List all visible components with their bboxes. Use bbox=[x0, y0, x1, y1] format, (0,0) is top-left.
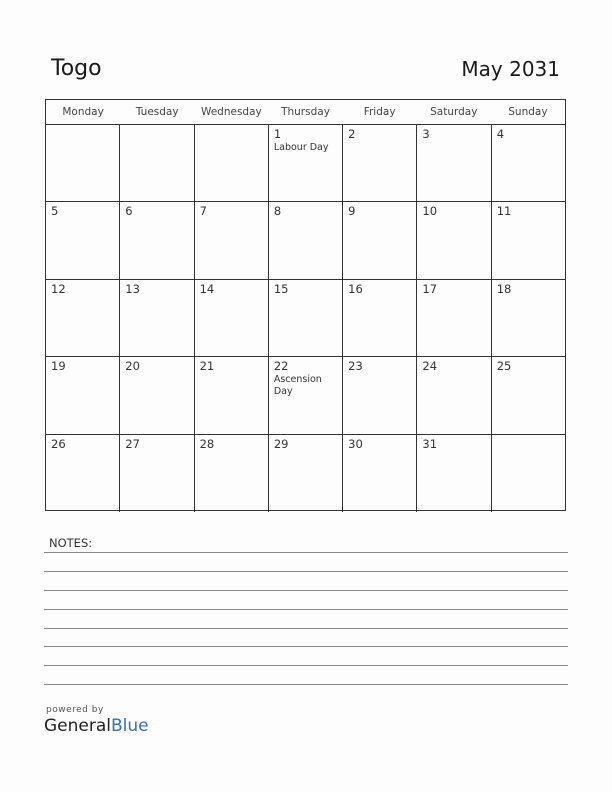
day-cell bbox=[120, 202, 194, 278]
day-cell bbox=[120, 357, 194, 433]
weekday-header: Wednesday bbox=[200, 106, 262, 118]
day-cell bbox=[269, 435, 343, 512]
day-cell bbox=[46, 202, 120, 278]
day-number: 3 bbox=[422, 127, 430, 141]
day-cell bbox=[343, 435, 417, 512]
day-cell bbox=[269, 202, 343, 278]
day-cell bbox=[492, 280, 565, 356]
weekday-header-row bbox=[46, 100, 565, 125]
day-number: 22 bbox=[273, 359, 289, 374]
day-number: 2 bbox=[348, 127, 356, 141]
day-number: 12 bbox=[51, 281, 66, 296]
day-cell bbox=[417, 125, 491, 201]
note-line bbox=[44, 590, 568, 591]
week-row bbox=[46, 357, 565, 434]
brand-logo bbox=[44, 716, 149, 736]
day-cell bbox=[492, 357, 565, 433]
weekday-header: Sunday bbox=[508, 106, 548, 118]
week-row bbox=[46, 125, 565, 202]
day-cell bbox=[343, 202, 417, 278]
day-cell bbox=[195, 435, 269, 512]
day-number: 30 bbox=[348, 436, 363, 451]
day-cell bbox=[46, 435, 120, 512]
day-number: 5 bbox=[51, 204, 59, 219]
notes-label: NOTES: bbox=[49, 536, 93, 550]
day-cell bbox=[46, 280, 120, 356]
note-line bbox=[44, 571, 568, 572]
day-number: 16 bbox=[348, 281, 363, 296]
day-cell bbox=[120, 435, 194, 512]
weekday-header: Friday bbox=[363, 106, 396, 118]
day-number: 14 bbox=[199, 281, 215, 296]
brand-general: General bbox=[44, 716, 111, 736]
week-row bbox=[46, 435, 565, 512]
day-cell bbox=[492, 125, 565, 201]
day-cell bbox=[492, 435, 565, 512]
day-cell bbox=[195, 280, 269, 356]
note-line bbox=[44, 665, 568, 666]
week-row bbox=[46, 280, 565, 357]
day-number: 23 bbox=[348, 359, 363, 374]
brand-blue: Blue bbox=[111, 716, 149, 736]
day-number: 9 bbox=[348, 204, 356, 219]
day-cell bbox=[46, 125, 120, 201]
holiday-label: Labour Day bbox=[273, 142, 329, 153]
note-line bbox=[44, 646, 568, 647]
day-cell bbox=[492, 202, 565, 278]
note-line bbox=[44, 609, 568, 610]
day-number: 11 bbox=[496, 204, 512, 219]
day-number: 8 bbox=[273, 204, 282, 219]
day-cell bbox=[195, 202, 269, 278]
calendar-grid bbox=[45, 99, 566, 511]
day-number: 29 bbox=[273, 436, 289, 451]
day-number: 28 bbox=[199, 436, 215, 451]
day-cell bbox=[195, 357, 269, 433]
day-cell bbox=[120, 280, 194, 356]
day-number: 15 bbox=[273, 281, 289, 296]
holiday-label: Ascension Day bbox=[273, 374, 322, 398]
day-cell bbox=[417, 280, 491, 356]
day-number: 1 bbox=[273, 127, 282, 141]
country-title: Togo bbox=[51, 56, 102, 81]
day-cell bbox=[120, 125, 194, 201]
day-cell bbox=[343, 125, 417, 201]
day-number: 24 bbox=[422, 359, 438, 374]
day-number: 27 bbox=[125, 436, 140, 451]
day-cell bbox=[417, 202, 491, 278]
day-number: 26 bbox=[51, 436, 66, 451]
weekday-header: Monday bbox=[62, 106, 104, 118]
day-number: 4 bbox=[496, 127, 505, 141]
day-number: 18 bbox=[496, 281, 512, 296]
day-number: 31 bbox=[422, 436, 438, 451]
day-number: 17 bbox=[422, 281, 438, 296]
day-number: 6 bbox=[125, 204, 133, 219]
note-line bbox=[44, 552, 568, 553]
month-year-title: May 2031 bbox=[461, 57, 560, 81]
weekday-header: Tuesday bbox=[135, 106, 179, 118]
day-number: 13 bbox=[125, 281, 140, 296]
day-cell bbox=[417, 435, 491, 512]
day-cell bbox=[269, 280, 343, 356]
day-cell bbox=[269, 357, 343, 433]
day-number: 10 bbox=[422, 204, 438, 219]
day-number: 19 bbox=[51, 359, 66, 374]
day-cell bbox=[269, 125, 343, 201]
day-cell bbox=[343, 357, 417, 433]
note-line bbox=[44, 628, 568, 629]
day-cell bbox=[343, 280, 417, 356]
day-number: 7 bbox=[199, 204, 207, 219]
week-row bbox=[46, 202, 565, 279]
day-number: 20 bbox=[125, 359, 140, 374]
day-cell bbox=[417, 357, 491, 433]
day-number: 21 bbox=[199, 359, 215, 374]
powered-by-text: powered by bbox=[46, 705, 104, 715]
day-cell bbox=[46, 357, 120, 433]
weekday-header: Thursday bbox=[281, 106, 330, 118]
weekday-header: Saturday bbox=[430, 106, 478, 118]
day-cell bbox=[195, 125, 269, 201]
note-line bbox=[44, 684, 568, 685]
day-number: 25 bbox=[496, 359, 512, 374]
